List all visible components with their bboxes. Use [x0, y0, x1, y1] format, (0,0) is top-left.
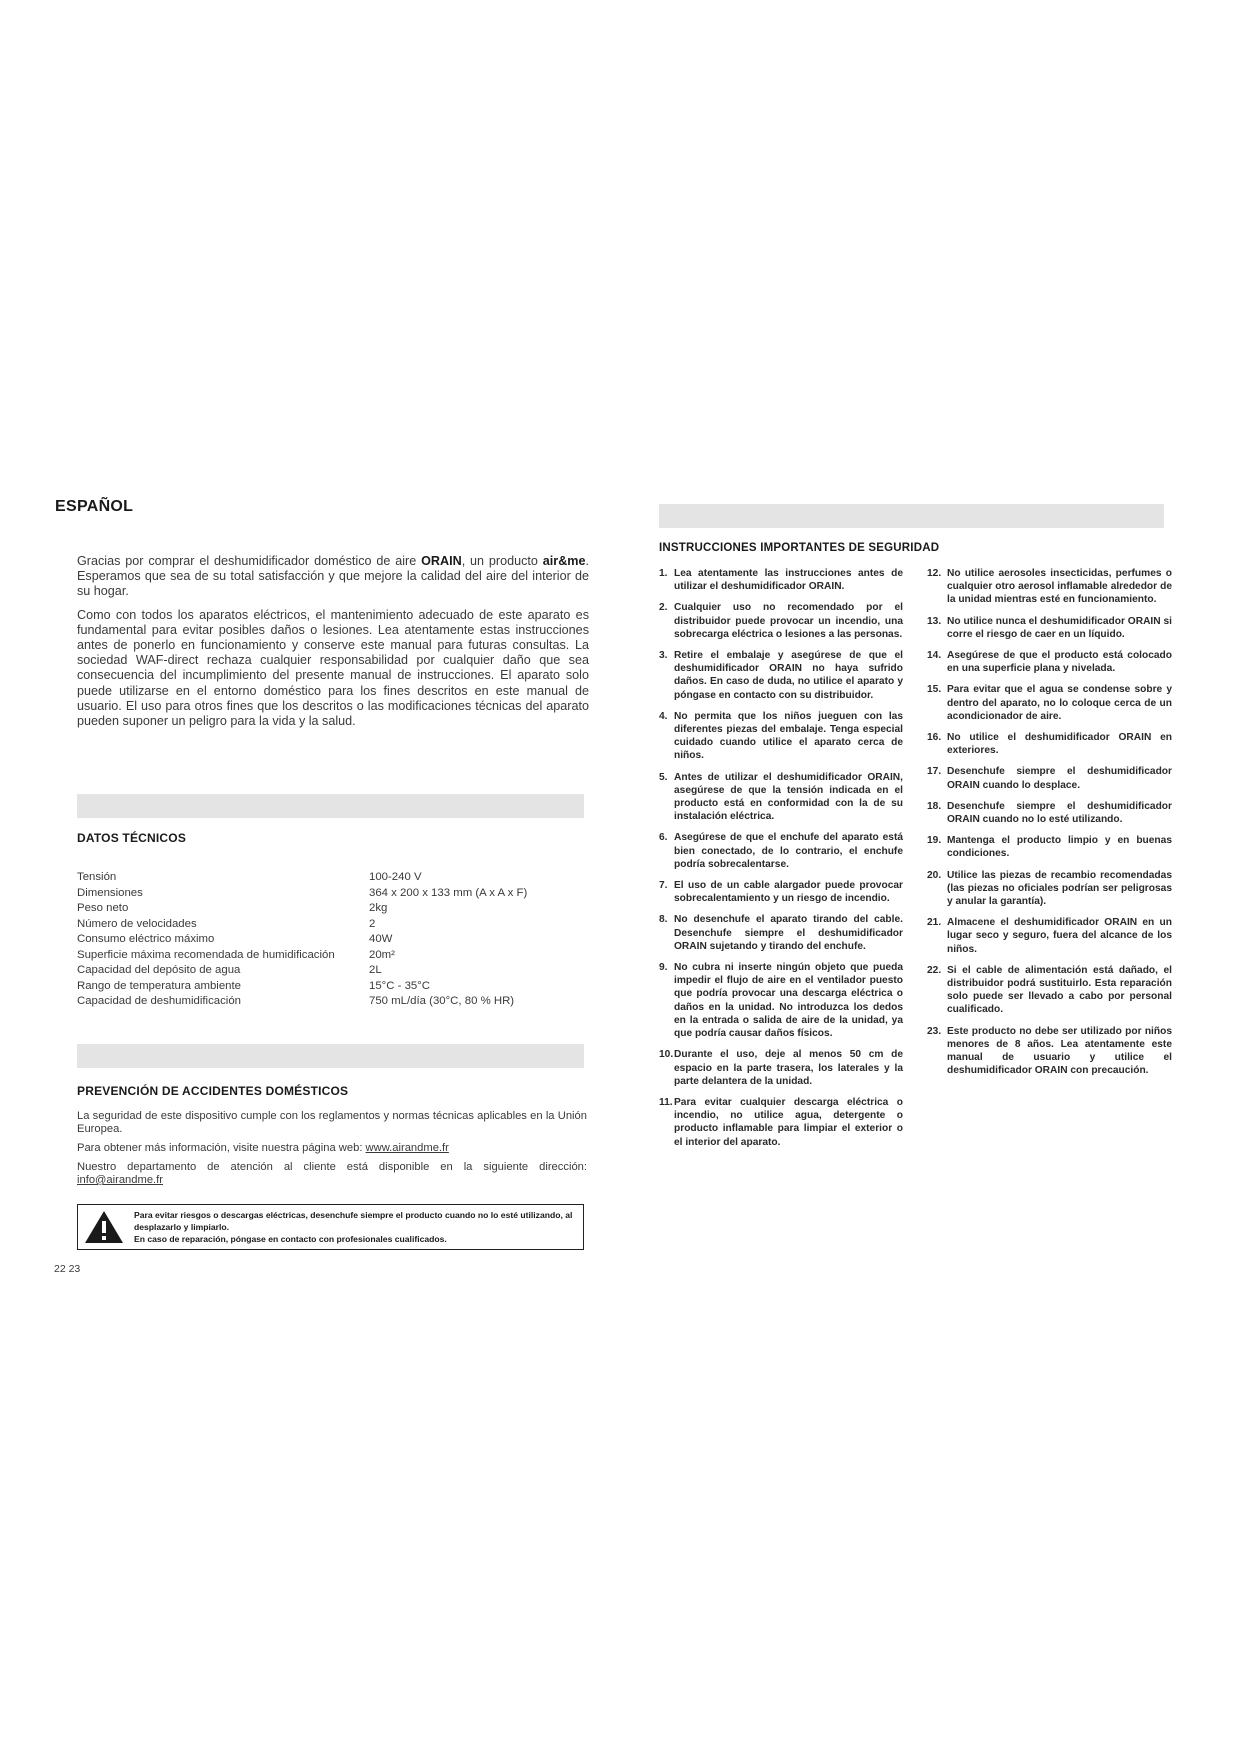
safety-instruction-item [659, 961, 903, 1040]
prevention-title: PREVENCIÓN DE ACCIDENTES DOMÉSTICOS [77, 1084, 349, 1098]
item-number: 10. [659, 1049, 674, 1061]
item-number: 18. [927, 800, 942, 812]
item-text: El uso de un cable alargador puede provocar sobrecalentamiento y un riesgo de incendio. [674, 880, 903, 905]
safety-instruction-item [927, 731, 1172, 757]
item-number: 4. [659, 710, 668, 722]
item-text: Lea atentamente las instrucciones antes de utilizar el deshumidificador ORAIN. [674, 568, 903, 593]
item-number: 7. [659, 880, 668, 892]
spec-row [77, 979, 557, 995]
item-number: 14. [927, 650, 942, 662]
item-number: 2. [659, 602, 668, 614]
safety-instruction-item [659, 879, 903, 905]
safety-instruction-item [659, 710, 903, 763]
safety-instruction-item [927, 869, 1172, 909]
safety-instruction-item [659, 649, 903, 702]
item-text: Utilice las piezas de recambio recomendadas (las piezas no oficiales podrían ser peligrosas y anular la garantía). [947, 869, 1172, 908]
item-text: Antes de utilizar el deshumidificador ORAIN, asegúrese de que la tensión indicada en el producto está en conformidad con la de su instalación eléctrica. [674, 771, 903, 823]
spec-value: 100-240 V [369, 871, 422, 883]
item-number: 21. [927, 917, 942, 929]
item-number: 13. [927, 615, 942, 627]
safety-instruction-item [927, 916, 1172, 956]
spec-label: Consumo eléctrico máximo [77, 933, 215, 945]
spec-label: Tensión [77, 871, 117, 883]
spec-label: Superficie máxima recomendada de humidificación [77, 948, 335, 961]
safety-title: INSTRUCCIONES IMPORTANTES DE SEGURIDAD [659, 542, 940, 554]
safety-instruction-item [927, 649, 1172, 675]
item-number: 8. [659, 914, 668, 926]
spec-row [77, 917, 557, 933]
spec-label: Dimensiones [77, 886, 143, 899]
safety-instruction-item [659, 1096, 903, 1149]
spec-label: Peso neto [77, 902, 129, 914]
item-number: 3. [659, 650, 668, 662]
section-divider-bar [77, 1044, 584, 1068]
safety-instruction-item [927, 683, 1172, 723]
item-number: 6. [659, 832, 668, 844]
safety-instruction-item [659, 567, 903, 593]
safety-instruction-item [927, 964, 1172, 1017]
spec-row [77, 901, 557, 917]
item-number: 19. [927, 835, 942, 847]
safety-instruction-item [927, 1025, 1172, 1078]
item-text: No utilice nunca el deshumidificador ORAIN si corre el riesgo de caer en un líquido. [947, 615, 1172, 640]
item-text: Si el cable de alimentación está dañado, el distribuidor podrá sustituirlo. Esta reparación solo puede ser llevado a cabo por personal cualificado. [947, 964, 1172, 1016]
safety-instruction-item [927, 615, 1172, 641]
spec-row [77, 948, 557, 964]
item-number: 11. [659, 1096, 673, 1108]
item-text: No permita que los niños jueguen con las diferentes piezas del embalaje. Tenga especial cuidado cuando utilice el aparato cerca de niños. [674, 710, 903, 762]
prevention-paragraph-3: Nuestro departamento de atención al cliente está disponible en la siguiente dirección: info@airandme.fr [77, 1161, 587, 1186]
safety-instruction-item [927, 834, 1172, 860]
item-number: 20. [927, 869, 942, 881]
intro-paragraph-1: Gracias por comprar el deshumidificador doméstico de aire ORAIN, un producto air&me. Esperamos que sea de su total satisfacción y que mejore la calidad del aire del interior de su hogar. [77, 554, 589, 599]
spec-value: 2kg [369, 902, 388, 914]
item-text: Para evitar cualquier descarga eléctrica o incendio, no utilice agua, detergente o producto inflamable para limpiar el exterior o el interior del aparato. [674, 1096, 903, 1148]
item-number: 12. [927, 568, 942, 579]
spec-value: 2L [369, 964, 382, 976]
item-text: Desenchufe siempre el deshumidificador ORAIN cuando lo desplace. [947, 766, 1172, 791]
safety-instruction-item [927, 765, 1172, 791]
spec-value: 40W [369, 933, 393, 945]
spec-label: Número de velocidades [77, 917, 197, 930]
intro-paragraph-2: Como con todos los aparatos eléctricos, el mantenimiento adecuado de este aparato es fundamental para evitar posibles daños o lesiones. Lea atentamente estas instrucciones antes de ponerlo en funcionamiento y conserve este manual para futuras consultas. La sociedad WAF-direct rechaza cualquier responsabilidad por cualquier daño que sea consecuencia del incumplimiento del presente manual de instrucciones. El aparato solo puede utilizarse en el entorno doméstico para los fines descritos en este manual de usuario. El uso para otros fines que los descritos o las modificaciones técnicas del aparato pueden suponer un peligro para la vida y la salud. [77, 607, 589, 729]
item-number: 5. [659, 771, 668, 783]
prevention-paragraph-2: Para obtener más información, visite nuestra página web: www.airandme.fr [77, 1142, 449, 1154]
spec-row [77, 994, 557, 1010]
warning-triangle-icon [84, 1210, 124, 1244]
safety-instruction-item [659, 771, 903, 824]
safety-instruction-item [659, 831, 903, 871]
item-text: Para evitar que el agua se condense sobre y dentro del aparato, no lo coloque cerca de un acondicionador de aire. [947, 684, 1172, 722]
safety-instruction-item [659, 913, 903, 953]
warning-text: Para evitar riesgos o descargas eléctricas, desenchufe siempre el producto cuando no lo esté utilizando, al desplazarlo y limpiarlo. En caso de reparación, póngase en contacto con profesionales cualificados. [134, 1210, 573, 1244]
item-text: Retire el embalaje y asegúrese de que el deshumidificador ORAIN no haya sufrido daños. En caso de duda, no utilice el aparato y póngase en contacto con su distribuidor. [674, 650, 903, 701]
intro-text [77, 554, 589, 737]
spec-row [77, 870, 557, 886]
item-number: 22. [927, 964, 942, 976]
item-number: 23. [927, 1025, 942, 1037]
spec-row [77, 932, 557, 948]
item-text: No cubra ni inserte ningún objeto que pueda impedir el flujo de aire en el ventilador puesto que podría provocar una descarga eléctrica o daños en la unidad. No introduzca los dedos en la entrada o salida de aire de la unidad, ya que podría causar daños físicos. [674, 962, 903, 1040]
item-text: Este producto no debe ser utilizado por niños menores de 8 años. Lea atentamente este manual de usuario y utilice el deshumidificador ORAIN con precaución. [947, 1025, 1172, 1077]
item-number: 16. [927, 732, 942, 744]
safety-instruction-item [927, 800, 1172, 826]
section-divider-bar [659, 504, 1164, 528]
item-text: Asegúrese de que el producto está colocado en una superficie plana y nivelada. [947, 650, 1172, 675]
spec-value: 750 mL/día (30°C, 80 % HR) [369, 995, 515, 1007]
prevention-text [77, 1110, 587, 1193]
item-number: 1. [659, 568, 668, 579]
safety-instruction-item [927, 567, 1172, 607]
item-number: 9. [659, 962, 668, 974]
item-text: Asegúrese de que el enchufe del aparato está bien conectado, de lo contrario, el enchufe podría sobrecalentarse. [674, 832, 903, 870]
email-link[interactable]: info@airandme.fr [77, 1174, 163, 1186]
item-number: 15. [927, 684, 942, 696]
spec-value: 20m² [369, 948, 395, 961]
safety-list-column-1 [659, 567, 903, 1157]
spec-row [77, 963, 557, 979]
item-text: Almacene el deshumidificador ORAIN en un lugar seco y seguro, fuera del alcance de los niños. [947, 917, 1172, 955]
spec-value: 2 [369, 917, 376, 930]
spec-value: 15°C - 35°C [369, 979, 431, 992]
spec-row [77, 886, 557, 902]
spec-value: 364 x 200 x 133 mm (A x A x F) [369, 886, 528, 899]
brand-name: air&me [542, 554, 586, 568]
page-title: ESPAÑOL [55, 498, 134, 515]
tech-specs-table [77, 870, 557, 1010]
item-text: Desenchufe siempre el deshumidificador ORAIN cuando no lo esté utilizando. [947, 800, 1172, 826]
website-link[interactable]: www.airandme.fr [365, 1142, 449, 1154]
product-name: ORAIN [421, 554, 462, 568]
item-text: Cualquier uso no recomendado por el distribuidor puede provocar un incendio, una sobrecarga eléctrica o lesiones a las personas. [674, 602, 903, 640]
item-number: 17. [927, 766, 942, 778]
item-text: No utilice el deshumidificador ORAIN en exteriores. [947, 732, 1172, 757]
prevention-paragraph-1: La seguridad de este dispositivo cumple con los reglamentos y normas técnicas aplicables en la Unión Europea. [77, 1110, 587, 1135]
warning-box [77, 1204, 584, 1250]
item-text: No utilice aerosoles insecticidas, perfumes o cualquier otro aerosol inflamable alrededor de la unidad mientras esté en funcionamiento. [947, 568, 1172, 606]
section-divider-bar [77, 794, 584, 818]
safety-instruction-item [659, 601, 903, 641]
safety-instruction-item [659, 1048, 903, 1088]
item-text: Durante el uso, deje al menos 50 cm de espacio en la parte trasera, los laterales y la parte delantera de la unidad. [674, 1049, 903, 1087]
safety-list-column-2 [927, 567, 1172, 1086]
item-text: No desenchufe el aparato tirando del cable. Desenchufe siempre el deshumidificador ORAIN sujetando y tirando del enchufe. [674, 914, 903, 952]
item-text: Mantenga el producto limpio y en buenas condiciones. [947, 835, 1172, 860]
spec-label: Rango de temperatura ambiente [77, 979, 242, 992]
spec-label: Capacidad del depósito de agua [77, 964, 241, 976]
tech-data-title: DATOS TÉCNICOS [77, 831, 187, 845]
spec-label: Capacidad de deshumidificación [77, 995, 242, 1007]
page-numbers: 22 23 [54, 1263, 81, 1275]
